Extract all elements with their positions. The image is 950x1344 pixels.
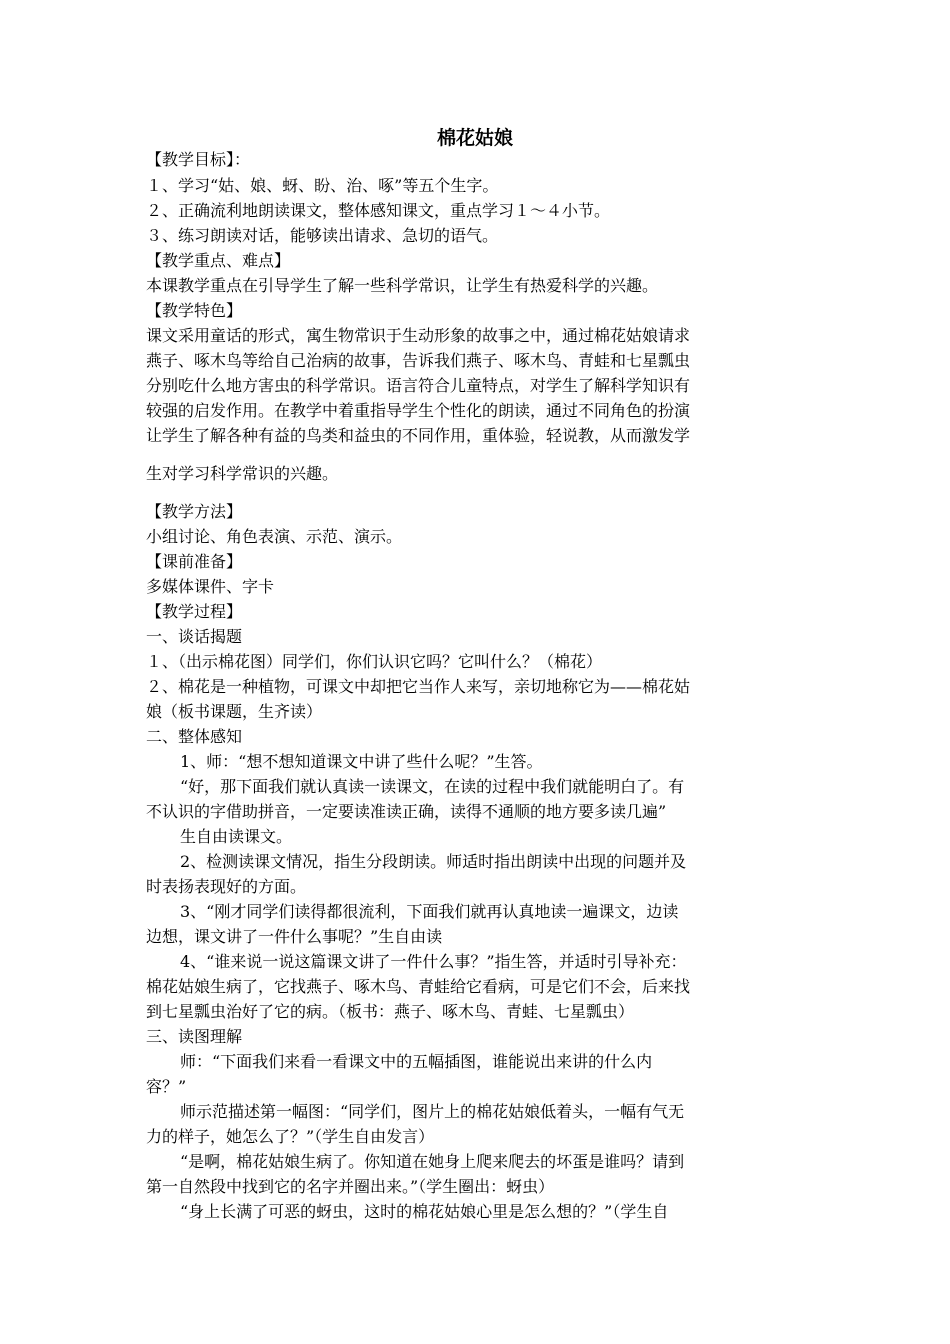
paragraph-line: 第一自然段中找到它的名字并圈出来。”（学生圈出：蚜虫） [146, 1177, 555, 1196]
features-line: 较强的启发作用。在教学中着重指导学生个性化的朗读，通过不同角色的扮演 [146, 401, 691, 420]
objective-2: ２、正确流利地朗读课文，整体感知课文，重点学习１～４小节。 [146, 201, 611, 220]
paragraph-line: 容？” [146, 1077, 187, 1096]
paragraph-line: 2、检测读课文情况，指生分段朗读。师适时指出朗读中出现的问题并及 [180, 852, 687, 871]
paragraph-line: 师：“下面我们来看一看课文中的五幅插图，谁能说出来讲的什么内 [180, 1052, 653, 1071]
paragraph-line: ２、棉花是一种植物，可课文中却把它当作人来写，亲切地称它为——棉花姑 [146, 677, 691, 696]
heading-key-points: 【教学重点、难点】 [146, 251, 291, 270]
paragraph-line: 师示范描述第一幅图：“同学们，图片上的棉花姑娘低着头，一幅有气无 [180, 1102, 685, 1121]
paragraph-line: 边想，课文讲了一件什么事呢？”生自由读 [146, 927, 443, 946]
section-heading: 二、整体感知 [146, 727, 243, 746]
objective-3: ３、练习朗读对话，能够读出请求、急切的语气。 [146, 226, 499, 245]
paragraph-line: “身上长满了可恶的蚜虫，这时的棉花姑娘心里是怎么想的？”（学生自 [180, 1202, 669, 1221]
paragraph-line: 3、“刚才同学们读得都很流利，下面我们就再认真地读一遍课文，边读 [180, 902, 679, 921]
paragraph-line: 生自由读课文。 [180, 827, 293, 846]
key-points-text: 本课教学重点在引导学生了解一些科学常识，让学生有热爱科学的兴趣。 [146, 276, 659, 295]
paragraph-line: 时表扬表现好的方面。 [146, 877, 307, 896]
paragraph-line: 4、“谁来说一说这篇课文讲了一件什么事？”指生答，并适时引导补充： [180, 952, 687, 971]
document-title: 棉花姑娘 [436, 127, 513, 149]
heading-features: 【教学特色】 [146, 301, 243, 320]
paragraph-line: 力的样子，她怎么了？”（学生自由发言） [146, 1127, 435, 1146]
heading-process: 【教学过程】 [146, 602, 243, 621]
paragraph-line: “是啊，棉花姑娘生病了。你知道在她身上爬来爬去的坏蛋是谁吗？请到 [180, 1152, 685, 1171]
paragraph-line: “好，那下面我们就认真读一读课文，在读的过程中我们就能明白了。有 [180, 777, 685, 796]
paragraph-line: 不认识的字借助拼音，一定要读准读正确，读得不通顺的地方要多读几遍” [146, 802, 667, 821]
paragraph-line: １、（出示棉花图）同学们，你们认识它吗？它叫什么？（棉花） [146, 652, 603, 671]
features-line: 课文采用童话的形式，寓生物常识于生动形象的故事之中，通过棉花姑娘请求 [146, 326, 691, 345]
section-heading: 三、读图理解 [146, 1027, 243, 1046]
section-heading: 一、谈话揭题 [146, 627, 243, 646]
paragraph-line: 棉花姑娘生病了，它找燕子、啄木鸟、青蛙给它看病，可是它们不会，后来找 [146, 977, 691, 996]
heading-methods: 【教学方法】 [146, 502, 243, 521]
methods-text: 小组讨论、角色表演、示范、演示。 [146, 527, 403, 546]
paragraph-line: 到七星瓢虫治好了它的病。（板书：燕子、啄木鸟、青蛙、七星瓢虫） [146, 1002, 635, 1021]
features-line: 让学生了解各种有益的鸟类和益虫的不同作用，重体验，轻说教，从而激发学 [146, 426, 691, 445]
heading-preparation: 【课前准备】 [146, 552, 243, 571]
features-line: 生对学习科学常识的兴趣。 [146, 464, 339, 483]
paragraph-line: 娘（板书课题，生齐读） [146, 702, 323, 721]
preparation-text: 多媒体课件、字卡 [146, 577, 275, 596]
features-line: 燕子、啄木鸟等给自己治病的故事，告诉我们燕子、啄木鸟、青蛙和七星瓢虫 [146, 351, 691, 370]
paragraph-line: 1、师：“想不想知道课文中讲了些什么呢？”生答。 [180, 752, 543, 771]
objective-1: １、学习“姑、娘、蚜、盼、治、啄”等五个生字。 [146, 176, 499, 195]
heading-objectives: 【教学目标】： [146, 150, 251, 169]
features-line: 分别吃什么地方害虫的科学常识。语言符合儿童特点，对学生了解科学知识有 [146, 376, 691, 395]
